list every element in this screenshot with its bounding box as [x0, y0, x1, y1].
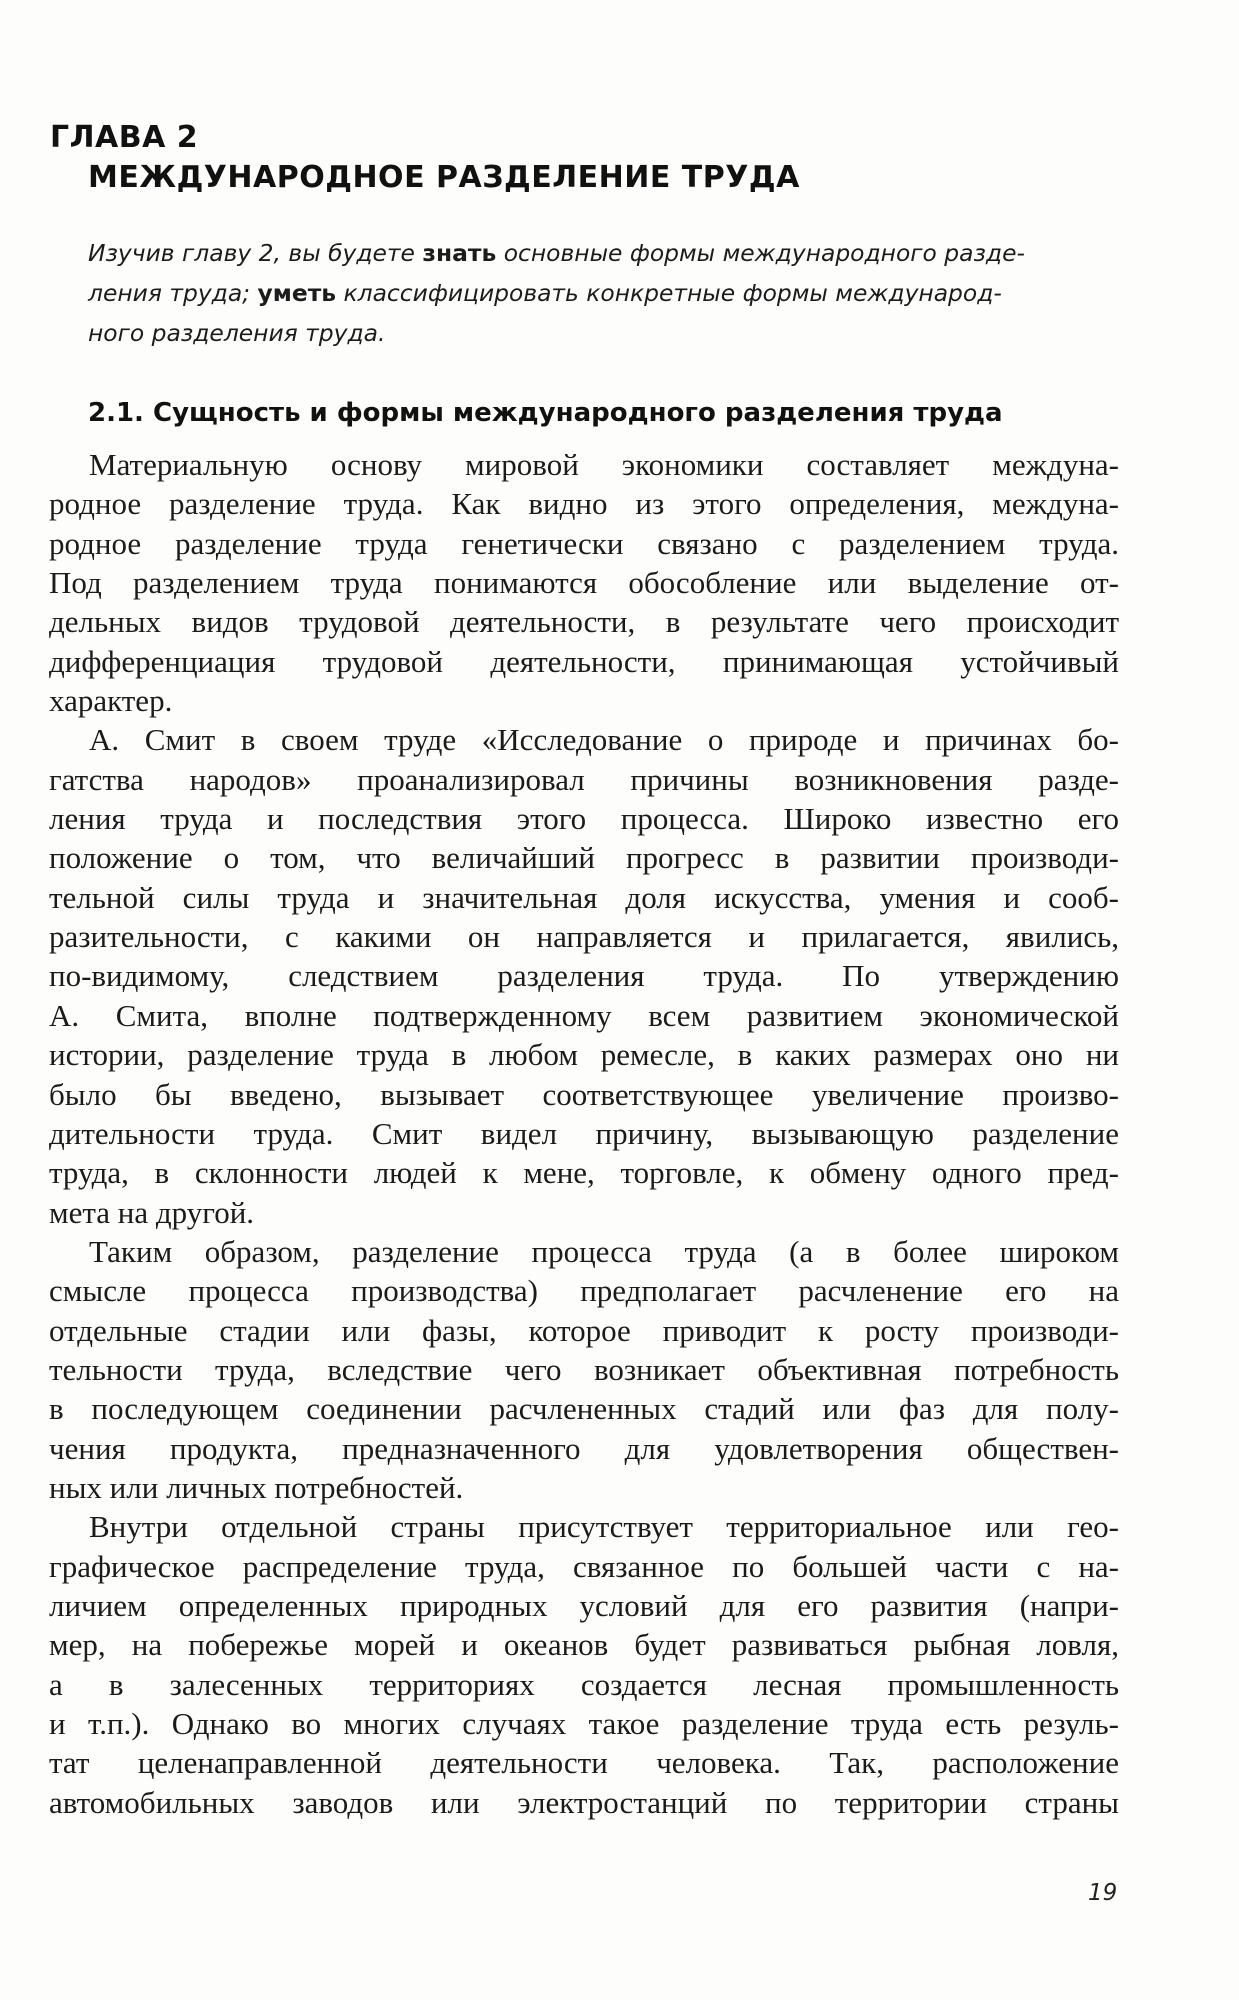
- text-line: родное разделение труда генетически связано с разделением труда.: [49, 525, 1119, 561]
- text-line: труда, в склонности людей к мене, торговле, к обмену одного пред-: [49, 1155, 1119, 1191]
- chapter-title: МЕЖДУНАРОДНОЕ РАЗДЕЛЕНИЕ ТРУДА: [88, 160, 800, 195]
- text-line: мер, на побережье морей и океанов будет развиваться рыбная ловля,: [49, 1627, 1119, 1663]
- text-line: в последующем соединении расчлененных стадий или фаз для полу-: [49, 1391, 1119, 1427]
- text-line: мета на другой.: [49, 1194, 255, 1230]
- text-line: тат целенаправленной деятельности человека. Так, расположение: [49, 1745, 1119, 1781]
- text-line: характер.: [49, 683, 173, 719]
- text-line: Таким образом, разделение процесса труда (а в более широком: [89, 1233, 1119, 1269]
- text-line: Материальную основу мировой экономики составляет междуна-: [89, 447, 1119, 482]
- text-line: родное разделение труда. Как видно из этого определения, междуна-: [49, 486, 1119, 522]
- text-line: личием определенных природных условий для его развития (напри-: [49, 1587, 1119, 1623]
- text-line: Под разделением труда понимаются обособление или выделение от-: [49, 565, 1119, 601]
- section-title: 2.1. Сущность и формы международного разделения труда: [88, 398, 1003, 428]
- page-number: 19: [1088, 1880, 1118, 1906]
- text-line: разительности, с какими он направляется и прилагается, явились,: [49, 919, 1119, 955]
- text-line: Внутри отдельной страны присутствует территориальное или гео-: [89, 1509, 1119, 1545]
- text-line: истории, разделение труда в любом ремесле, в каких размерах оно ни: [49, 1037, 1119, 1073]
- text-line: и т.п.). Однако во многих случаях такое разделение труда есть резуль-: [49, 1706, 1119, 1741]
- text-line: дельных видов трудовой деятельности, в результате чего происходит: [49, 604, 1119, 640]
- text-line: положение о том, что величайший прогресс в развитии производи-: [49, 840, 1119, 876]
- text-line: чения продукта, предназначенного для удовлетворения обществен-: [49, 1430, 1119, 1466]
- chapter-intro: [88, 233, 1118, 353]
- text-line: ления труда и последствия этого процесса. Широко известно его: [49, 801, 1119, 837]
- intro-line: Изучив главу 2, вы будете знать основные формы международного разде-: [88, 239, 1025, 267]
- text-line: А. Смит в своем труде «Исследование о природе и причинах бо-: [89, 722, 1119, 758]
- text-line: отдельные стадии или фазы, которое приводит к росту производи-: [49, 1312, 1119, 1348]
- text-line: а в залесенных территориях создается лесная промышленность: [49, 1666, 1119, 1702]
- body-text: [49, 445, 1119, 1822]
- intro-line: ления труда; уметь классифицировать конкретные формы международ-: [88, 279, 1002, 307]
- text-line: тельности труда, вследствие чего возникает объективная потребность: [49, 1351, 1119, 1387]
- text-line: автомобильных заводов или электростанций по территории страны: [49, 1784, 1119, 1820]
- intro-line: ного разделения труда.: [88, 319, 386, 347]
- text-line: по-видимому, следствием разделения труда. По утверждению: [49, 958, 1119, 994]
- text-line: дифференциация трудовой деятельности, принимающая устойчивый: [49, 643, 1119, 679]
- text-line: дительности труда. Смит видел причину, вызывающую разделение: [49, 1115, 1119, 1151]
- text-line: графическое распределение труда, связанное по большей части с на-: [49, 1548, 1119, 1584]
- text-line: было бы введено, вызывает соответствующее увеличение произво-: [49, 1076, 1119, 1112]
- chapter-label: ГЛАВА 2: [50, 120, 199, 155]
- text-line: ных или личных потребностей.: [49, 1469, 464, 1505]
- text-line: А. Смита, вполне подтвержденному всем развитием экономической: [49, 997, 1119, 1033]
- text-line: смысле процесса производства) предполагает расчленение его на: [49, 1273, 1119, 1309]
- text-line: тельной силы труда и значительная доля искусства, умения и сооб-: [49, 879, 1119, 915]
- text-line: гатства народов» проанализировал причины возникновения разде-: [49, 761, 1119, 797]
